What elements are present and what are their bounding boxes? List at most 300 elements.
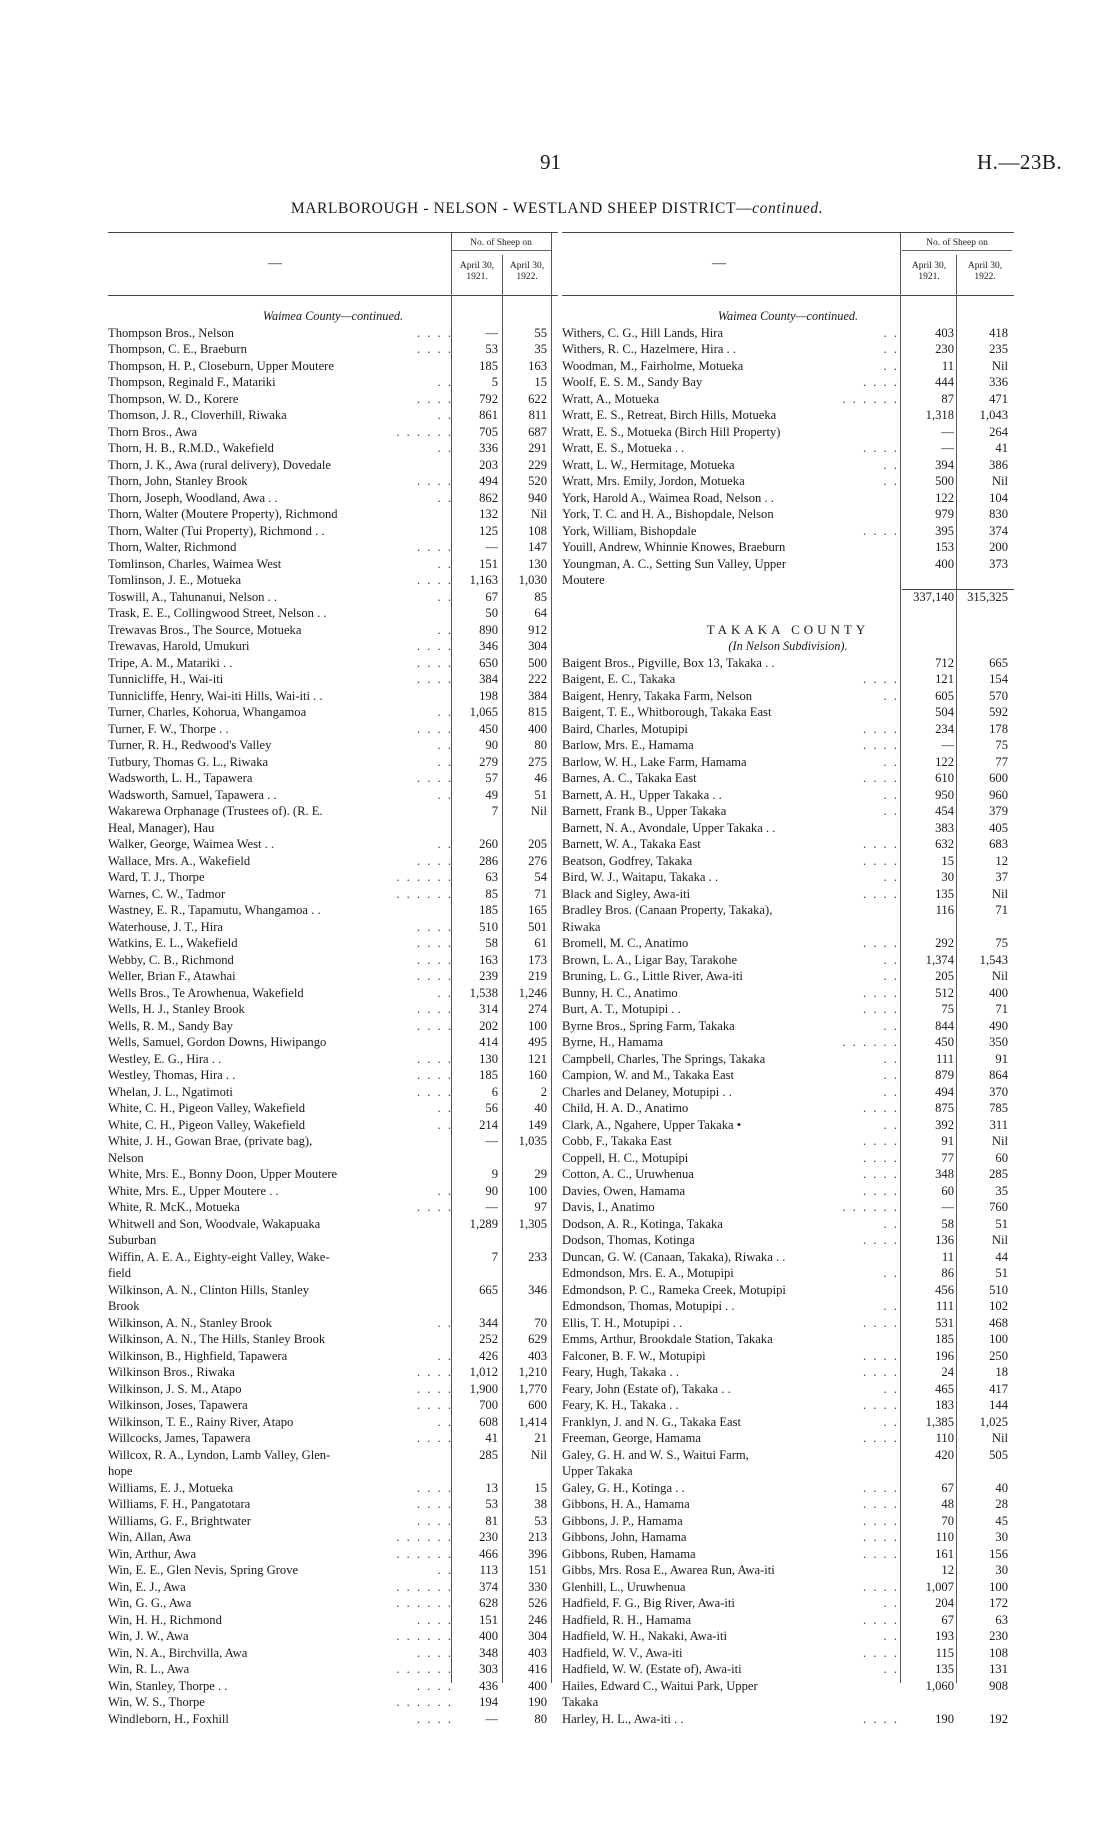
leader-dots: . . . . . . <box>842 1035 899 1049</box>
sheep-1921: 86 <box>941 1266 954 1280</box>
owner-name: Thorn, H. B., R.M.D., Wakefield <box>108 441 274 455</box>
leader-dots: . . <box>883 358 899 373</box>
owner-name: Barnett, N. A., Avondale, Upper Takaka . . <box>562 820 776 835</box>
table-row <box>562 539 1014 556</box>
header-sheep-count: No. of Sheep on <box>451 238 551 251</box>
header-date: April 30, <box>459 261 495 271</box>
table-row <box>562 1018 1014 1035</box>
sheep-1922: 373 <box>989 556 1008 571</box>
sheep-1922: 15 <box>534 1480 547 1495</box>
sheep-1922: 336 <box>989 375 1008 389</box>
owner-name: Wilkinson, J. S. M., Atapo <box>108 1381 242 1396</box>
table-row <box>562 1546 1014 1563</box>
sheep-1922: 222 <box>528 672 547 686</box>
sheep-1922: 417 <box>989 1381 1008 1396</box>
table-row <box>562 473 1014 490</box>
owner-name: Campbell, Charles, The Springs, Takaka <box>562 1051 766 1066</box>
sheep-1921: 53 <box>485 1497 498 1511</box>
table-row <box>108 1546 558 1563</box>
sheep-1921: 875 <box>935 1101 954 1115</box>
table-row <box>108 836 558 853</box>
sheep-1922: 85 <box>534 589 547 604</box>
sheep-1922: 396 <box>528 1546 547 1561</box>
sheep-1921: 504 <box>935 705 954 719</box>
table-row <box>562 1397 1014 1414</box>
sheep-1922: 75 <box>995 936 1008 950</box>
leader-dots: . . <box>437 1117 453 1132</box>
owner-name: Thompson, W. D., Korere <box>108 391 239 406</box>
leader-dots: . . . . <box>416 1431 453 1445</box>
owner-name: Whitwell and Son, Woodvale, Wakapuaka <box>108 1216 321 1231</box>
sheep-1922: 311 <box>989 1117 1008 1132</box>
table-row <box>108 952 558 969</box>
sheep-1921: 466 <box>479 1546 498 1561</box>
table-row <box>108 1645 558 1662</box>
leader-dots: . . . . <box>862 771 899 785</box>
sheep-1921: — <box>485 1711 498 1726</box>
owner-name: Tunnicliffe, H., Wai-iti <box>108 672 224 686</box>
table-row <box>562 1034 1014 1051</box>
sheep-1921: 9 <box>491 1167 498 1181</box>
owner-name: Feary, K. H., Takaka . . <box>562 1398 679 1412</box>
sheep-1922: 400 <box>528 1678 547 1693</box>
leader-dots: . . . . <box>862 1480 899 1495</box>
leader-dots: . . <box>883 1414 899 1429</box>
sheep-1922: 151 <box>528 1563 547 1577</box>
sheep-1922: 400 <box>528 721 547 736</box>
sheep-1921: 67 <box>941 1480 954 1495</box>
leader-dots: . . . . <box>862 1348 899 1363</box>
owner-name: Barlow, Mrs. E., Hamama <box>562 738 694 752</box>
sheep-1921: — <box>485 1134 498 1148</box>
sheep-1922: 200 <box>989 540 1008 554</box>
sheep-1922: 97 <box>534 1200 547 1214</box>
sheep-1922: 29 <box>534 1167 547 1181</box>
table-row <box>562 919 1014 936</box>
table-row <box>108 1034 558 1051</box>
table-row <box>562 440 1014 457</box>
sheep-1921: 394 <box>935 457 954 472</box>
leader-dots: . . . . <box>416 1398 453 1412</box>
leader-dots: . . <box>883 1662 899 1676</box>
leader-dots: . . . . <box>862 1101 899 1115</box>
leader-dots: . . <box>883 1068 899 1082</box>
section-title: Waimea County—continued. <box>717 309 859 323</box>
table-row <box>562 1331 1014 1348</box>
table-row <box>108 1216 558 1233</box>
sheep-1921: 41 <box>485 1431 498 1445</box>
leader-dots: . . . . <box>416 721 453 736</box>
section-heading <box>562 638 1014 655</box>
sheep-1921: 67 <box>941 1612 954 1627</box>
sheep-1922: 501 <box>528 919 547 934</box>
sheep-1922: Nil <box>991 358 1008 373</box>
leader-dots: . . . . <box>862 1513 899 1528</box>
owner-name: Black and Sigley, Awa-iti <box>562 886 691 901</box>
table-row <box>562 1496 1014 1513</box>
table-row <box>108 1051 558 1068</box>
sheep-1921: 190 <box>935 1711 954 1726</box>
sheep-1921: — <box>941 1200 954 1214</box>
leader-dots: . . . . . . <box>842 391 899 406</box>
leader-dots: . . . . <box>416 391 453 406</box>
table-row <box>108 1249 558 1266</box>
owner-name: Waterhouse, J. T., Hira <box>108 919 223 934</box>
sheep-1921: 1,289 <box>469 1216 498 1231</box>
owner-name: Hadfield, F. G., Big River, Awa-iti <box>562 1596 735 1610</box>
table-row <box>108 968 558 985</box>
owner-name: Edmondson, P. C., Rameka Creek, Motupipi <box>562 1282 786 1297</box>
leader-dots: . . . . . . <box>842 1200 899 1214</box>
sheep-1921: — <box>485 1200 498 1214</box>
header-col-1922 <box>503 261 551 283</box>
sheep-1922: 55 <box>534 325 547 340</box>
sheep-1922: 131 <box>989 1662 1008 1676</box>
sheep-1921: 292 <box>935 936 954 950</box>
owner-name: Williams, E. J., Motueka <box>108 1480 234 1495</box>
table-row <box>108 1562 558 1579</box>
sheep-1921: 90 <box>485 1183 498 1198</box>
sheep-1921: 450 <box>935 1035 954 1049</box>
sheep-1921: 444 <box>935 375 954 389</box>
table-row <box>108 638 558 655</box>
sheep-1922: 53 <box>534 1513 547 1528</box>
table-row <box>562 737 1014 754</box>
owner-name: Feary, John (Estate of), Takaka . . <box>562 1381 731 1396</box>
table-row <box>562 869 1014 886</box>
sheep-1922: 815 <box>528 705 547 719</box>
sheep-1921: 862 <box>479 490 498 505</box>
sheep-1921: 392 <box>935 1117 954 1132</box>
sheep-1921: 383 <box>935 820 954 835</box>
table-row <box>108 1315 558 1332</box>
table-row <box>562 721 1014 738</box>
table-row <box>562 836 1014 853</box>
leader-dots: . . . . <box>862 837 899 851</box>
table-row <box>108 1265 558 1282</box>
leader-dots: . . <box>883 787 899 802</box>
owner-name: Bruning, L. G., Little River, Awa-iti <box>562 969 743 983</box>
leader-dots: . . . . . . <box>396 1662 453 1676</box>
section-title: Waimea County—continued. <box>262 309 404 323</box>
owner-name: Trask, E. E., Collingwood Street, Nelson . . <box>108 606 327 620</box>
sheep-1921: 185 <box>479 358 498 373</box>
owner-name: Wratt, E. S., Motueka (Birch Hill Property) <box>562 424 781 439</box>
owner-name: Win, J. W., Awa <box>108 1629 189 1643</box>
owner-name: Franklyn, J. and N. G., Takaka East <box>562 1414 742 1429</box>
sheep-1922: 304 <box>528 1629 547 1643</box>
owner-name: Gibbs, Mrs. Rosa E., Awarea Run, Awa-iti <box>562 1563 775 1577</box>
owner-name: Turner, R. H., Redwood's Valley <box>108 738 272 752</box>
sheep-1921: 712 <box>935 655 954 670</box>
sheep-1921: 1,374 <box>925 952 954 967</box>
sheep-1921: 605 <box>935 688 954 703</box>
leader-dots: . . . . <box>416 540 453 554</box>
sheep-1922: 213 <box>528 1530 547 1544</box>
sheep-1922: 315,325 <box>967 589 1008 604</box>
sheep-1921: 130 <box>479 1051 498 1066</box>
sheep-1922: 205 <box>528 837 547 851</box>
owner-name: Hadfield, W. V., Awa-iti <box>562 1645 683 1660</box>
leader-dots: . . . . . . <box>396 886 453 901</box>
sheep-1922: 1,770 <box>518 1381 547 1396</box>
leader-dots: . . . . <box>862 672 899 686</box>
table-row <box>562 985 1014 1002</box>
sheep-1922: 63 <box>995 1612 1008 1627</box>
owner-name: Byrne Bros., Spring Farm, Takaka <box>562 1018 735 1033</box>
leader-dots: . . <box>883 969 899 983</box>
leader-dots: . . . . <box>862 1134 899 1148</box>
sheep-1921: 450 <box>479 721 498 736</box>
table-row <box>108 622 558 639</box>
table-row <box>562 1381 1014 1398</box>
table-row <box>562 1430 1014 1447</box>
sheep-1922: 160 <box>528 1068 547 1082</box>
sheep-1922: 490 <box>989 1018 1008 1033</box>
sheep-1922: 172 <box>989 1596 1008 1610</box>
owner-name: Burt, A. T., Motupipi . . <box>562 1002 681 1016</box>
leader-dots: . . . . <box>862 886 899 901</box>
sheep-1921: 183 <box>935 1398 954 1412</box>
leader-dots: . . . . <box>416 1497 453 1511</box>
table-row <box>562 853 1014 870</box>
table-row <box>562 1612 1014 1629</box>
owner-name: Weller, Brian F., Atawhai <box>108 969 236 983</box>
table-row <box>108 523 558 540</box>
leader-dots: . . <box>883 1216 899 1231</box>
sheep-1922: 622 <box>528 391 547 406</box>
sheep-1921: 50 <box>485 606 498 620</box>
sheep-1922: 400 <box>989 985 1008 1000</box>
table-row <box>108 935 558 952</box>
right-table-header <box>562 232 1014 296</box>
left-table-body <box>108 308 558 1727</box>
sheep-1921: 87 <box>941 391 954 406</box>
owner-name: Wiffin, A. E. A., Eighty-eight Valley, Wake- <box>108 1249 330 1264</box>
sheep-1921: 132 <box>479 507 498 521</box>
owner-name: Edmondson, Thomas, Motupipi . . <box>562 1299 735 1313</box>
sheep-1921: 336 <box>479 441 498 455</box>
owner-name: Wilkinson, A. N., Clinton Hills, Stanley <box>108 1282 310 1297</box>
table-row <box>108 1199 558 1216</box>
owner-name: Bromell, M. C., Anatimo <box>562 936 689 950</box>
owner-name: Gibbons, J. P., Hamama <box>562 1513 683 1528</box>
leader-dots: . . . . <box>862 1002 899 1016</box>
sheep-1922: Nil <box>991 969 1008 983</box>
table-row <box>562 671 1014 688</box>
sheep-1922: 350 <box>989 1035 1008 1049</box>
leader-dots: . . <box>437 1101 453 1115</box>
table-row <box>108 770 558 787</box>
table-row <box>108 886 558 903</box>
sheep-1922: 156 <box>989 1546 1008 1561</box>
owner-name: Wilkinson, B., Highfield, Tapawera <box>108 1348 288 1363</box>
leader-dots: . . <box>437 754 453 769</box>
sheep-1922: 77 <box>995 754 1008 769</box>
sheep-1921: 414 <box>479 1035 498 1049</box>
table-row <box>108 737 558 754</box>
header-date: April 30, <box>509 261 545 271</box>
owner-name: Win, E. E., Glen Nevis, Spring Grove <box>108 1563 299 1577</box>
sheep-1921: 632 <box>935 837 954 851</box>
owner-name: Win, Allan, Awa <box>108 1530 191 1544</box>
owner-name: Wilkinson, Joses, Tapawera <box>108 1398 248 1412</box>
leader-dots: . . . . <box>862 1150 899 1165</box>
owner-name: Youngman, A. C., Setting Sun Valley, Upper <box>562 556 787 571</box>
owner-name: Barnett, Frank B., Upper Takaka <box>562 804 727 818</box>
owner-name: Watkins, E. L., Wakefield <box>108 936 238 950</box>
total-row <box>562 589 1014 606</box>
sheep-1921: 111 <box>936 1299 954 1313</box>
table-row <box>108 473 558 490</box>
sheep-1921: 203 <box>479 457 498 472</box>
owner-name: Wratt, A., Motueka <box>562 391 660 406</box>
owner-name: Withers, C. G., Hill Lands, Hira <box>562 325 724 340</box>
table-row <box>562 1480 1014 1497</box>
sheep-1921: 650 <box>479 655 498 670</box>
sheep-1922: 18 <box>995 1365 1008 1379</box>
leader-dots: . . <box>883 804 899 818</box>
table-row <box>562 1678 1014 1695</box>
owner-name: Baigent, E. C., Takaka <box>562 672 676 686</box>
owner-name: Westley, E. G., Hira . . <box>108 1051 222 1066</box>
sheep-1921: 163 <box>479 952 498 967</box>
spacer-row <box>562 605 1014 622</box>
leader-dots: . . . . <box>416 1002 453 1016</box>
leader-dots: . . <box>437 985 453 1000</box>
sheep-1921: 116 <box>935 903 954 917</box>
header-name-dash: — <box>712 256 726 271</box>
sheep-1921: 610 <box>935 771 954 785</box>
table-row <box>108 1414 558 1431</box>
owner-name: Emms, Arthur, Brookdale Station, Takaka <box>562 1332 773 1346</box>
owner-name: Cotton, A. C., Uruwhenua <box>562 1167 694 1181</box>
leader-dots: . . <box>437 1348 453 1363</box>
owner-name: field <box>108 1266 132 1280</box>
table-row <box>562 1249 1014 1266</box>
owner-name: Suburban <box>108 1233 157 1247</box>
sheep-1921: 792 <box>479 391 498 406</box>
owner-name: White, Mrs. E., Bonny Doon, Upper Moutere <box>108 1167 338 1181</box>
header-year: 1922. <box>974 272 996 282</box>
table-row <box>108 1628 558 1645</box>
sheep-1922: 665 <box>989 655 1008 670</box>
leader-dots: . . . . <box>416 1480 453 1495</box>
owner-name: Hadfield, W. W. (Estate of), Awa-iti <box>562 1662 742 1676</box>
owner-name: York, William, Bishopdale <box>562 523 697 538</box>
owner-name: Wilkinson Bros., Riwaka <box>108 1365 235 1379</box>
sheep-1922: 12 <box>995 853 1008 868</box>
sheep-1921: 125 <box>479 523 498 538</box>
sheep-1922: 54 <box>534 870 547 884</box>
sheep-1922: Nil <box>991 1134 1008 1148</box>
table-row <box>562 1298 1014 1315</box>
leader-dots: . . <box>437 1563 453 1577</box>
sheep-1921: 628 <box>479 1596 498 1610</box>
owner-name: Win, R. L., Awa <box>108 1662 190 1676</box>
sheep-1921: 950 <box>935 787 954 802</box>
owner-name: Davies, Owen, Hamama <box>562 1183 686 1198</box>
sheep-1922: 41 <box>995 441 1008 455</box>
leader-dots: . . . . <box>416 1084 453 1099</box>
sheep-1921: 239 <box>479 969 498 983</box>
owner-name: Win, Stanley, Thorpe . . <box>108 1678 228 1693</box>
leader-dots: . . <box>437 408 453 422</box>
sheep-1922: 28 <box>995 1497 1008 1511</box>
sheep-1921: 384 <box>479 672 498 686</box>
table-row <box>108 803 558 820</box>
sheep-1922: 45 <box>995 1513 1008 1528</box>
table-row <box>562 407 1014 424</box>
sheep-1921: 879 <box>935 1068 954 1082</box>
section-heading <box>562 308 1014 325</box>
leader-dots: . . . . <box>862 1233 899 1247</box>
table-row <box>108 1496 558 1513</box>
sheep-1922: 71 <box>995 1002 1008 1016</box>
table-row <box>108 671 558 688</box>
owner-name: Walker, George, Waimea West . . <box>108 837 275 851</box>
owner-name: Thorn, Walter (Moutere Property), Richmond <box>108 507 338 521</box>
sheep-1921: 70 <box>941 1513 954 1528</box>
sheep-1921: 314 <box>479 1002 498 1016</box>
sheep-1921: 286 <box>479 853 498 868</box>
table-row <box>108 1183 558 1200</box>
owner-name: White, R. McK., Motueka <box>108 1200 240 1214</box>
sheep-1922: 912 <box>528 622 547 637</box>
owner-name: Feary, Hugh, Takaka . . <box>562 1365 679 1379</box>
table-row <box>562 1694 1014 1711</box>
leader-dots: . . . . <box>862 1711 899 1726</box>
table-row <box>108 1117 558 1134</box>
sheep-1921: 185 <box>479 1068 498 1082</box>
county-heading <box>562 622 1014 639</box>
table-row <box>562 803 1014 820</box>
owner-name: Windleborn, H., Foxhill <box>108 1711 229 1726</box>
leader-dots: . . . . <box>416 1711 453 1726</box>
sheep-1921: 75 <box>941 1002 954 1016</box>
leader-dots: . . . . <box>862 1167 899 1181</box>
owner-name: White, C. H., Pigeon Valley, Wakefield <box>108 1101 306 1115</box>
sheep-1922: 15 <box>534 375 547 389</box>
sheep-1922: 51 <box>995 1216 1008 1231</box>
sheep-1922: 291 <box>528 441 547 455</box>
owner-name: Brown, L. A., Ligar Bay, Tarakohe <box>562 952 738 967</box>
table-row <box>562 1513 1014 1530</box>
owner-name: Moutere <box>562 573 605 587</box>
owner-name: Upper Takaka <box>562 1464 633 1478</box>
sheep-1921: 121 <box>935 672 954 686</box>
leader-dots: . . <box>883 870 899 884</box>
owner-name: Thomson, J. R., Cloverhill, Riwaka <box>108 408 287 422</box>
table-row <box>108 325 558 342</box>
sheep-1921: 890 <box>479 622 498 637</box>
leader-dots: . . . . <box>416 639 453 653</box>
sheep-1921: — <box>941 424 954 439</box>
table-row <box>562 1414 1014 1431</box>
owner-name: White, Mrs. E., Upper Moutere . . <box>108 1183 279 1198</box>
owner-name: Youill, Andrew, Whinnie Knowes, Braeburn <box>562 540 786 554</box>
sheep-1921: 135 <box>935 886 954 901</box>
table-row <box>108 1529 558 1546</box>
page-title <box>0 200 1114 218</box>
table-row <box>108 1678 558 1695</box>
leader-dots: . . . . <box>862 1645 899 1660</box>
table-row <box>562 1315 1014 1332</box>
sheep-1921: 122 <box>935 490 954 505</box>
sheep-1921: 395 <box>935 523 954 538</box>
table-row <box>562 704 1014 721</box>
table-row <box>108 820 558 837</box>
